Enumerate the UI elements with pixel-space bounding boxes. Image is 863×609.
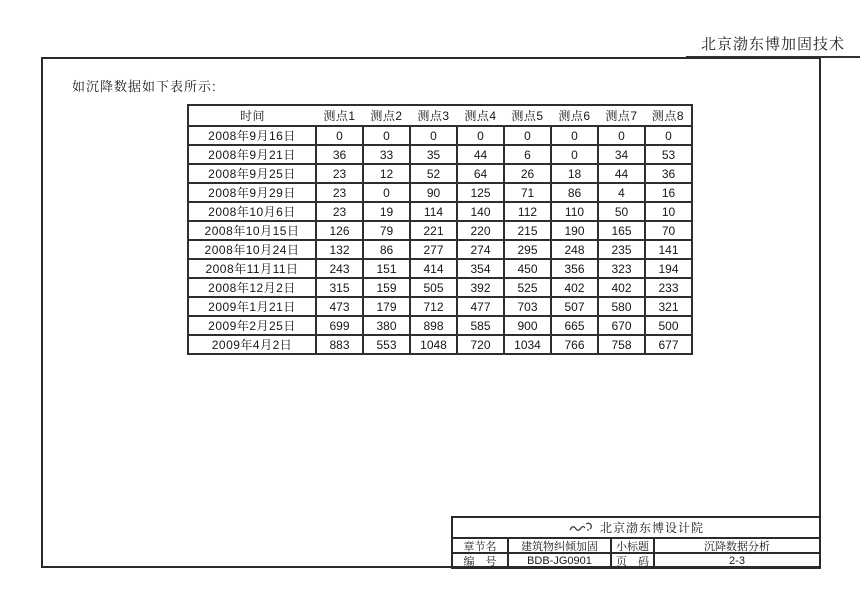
- value-cell: 114: [410, 202, 457, 221]
- value-cell: 64: [457, 164, 504, 183]
- date-cell: 2008年10月6日: [188, 202, 316, 221]
- value-cell: 53: [645, 145, 692, 164]
- value-cell: 277: [410, 240, 457, 259]
- table-row: [188, 278, 692, 297]
- page-number-label: 页 码: [610, 552, 653, 567]
- value-cell: 380: [363, 316, 410, 335]
- table-row: [188, 164, 692, 183]
- value-cell: 354: [457, 259, 504, 278]
- value-cell: 0: [457, 126, 504, 145]
- date-cell: 2008年9月29日: [188, 183, 316, 202]
- value-cell: 6: [504, 145, 551, 164]
- value-cell: 699: [316, 316, 363, 335]
- column-header: 测点5: [504, 105, 551, 126]
- value-cell: 0: [363, 126, 410, 145]
- column-header: 测点2: [363, 105, 410, 126]
- date-cell: 2008年10月15日: [188, 221, 316, 240]
- value-cell: 677: [645, 335, 692, 354]
- value-cell: 473: [316, 297, 363, 316]
- value-cell: 0: [316, 126, 363, 145]
- title-block: [451, 516, 821, 569]
- value-cell: 507: [551, 297, 598, 316]
- value-cell: 34: [598, 145, 645, 164]
- value-cell: 50: [598, 202, 645, 221]
- value-cell: 720: [457, 335, 504, 354]
- value-cell: 0: [551, 126, 598, 145]
- table-row: [188, 221, 692, 240]
- value-cell: 295: [504, 240, 551, 259]
- value-cell: 220: [457, 221, 504, 240]
- chapter-value: 建筑物纠倾加固: [507, 537, 610, 552]
- value-cell: 71: [504, 183, 551, 202]
- value-cell: 553: [363, 335, 410, 354]
- value-cell: 194: [645, 259, 692, 278]
- value-cell: 392: [457, 278, 504, 297]
- company-name: 北京渤东博设计院: [599, 521, 704, 535]
- value-cell: 0: [363, 183, 410, 202]
- value-cell: 215: [504, 221, 551, 240]
- table-header: [188, 105, 692, 126]
- settlement-data-table: [187, 104, 693, 355]
- value-cell: 110: [551, 202, 598, 221]
- column-header: 测点4: [457, 105, 504, 126]
- value-cell: 233: [645, 278, 692, 297]
- value-cell: 0: [504, 126, 551, 145]
- value-cell: 1034: [504, 335, 551, 354]
- value-cell: 450: [504, 259, 551, 278]
- column-header: 测点3: [410, 105, 457, 126]
- value-cell: 670: [598, 316, 645, 335]
- value-cell: 274: [457, 240, 504, 259]
- value-cell: 23: [316, 164, 363, 183]
- value-cell: 248: [551, 240, 598, 259]
- value-cell: 477: [457, 297, 504, 316]
- date-cell: 2008年9月21日: [188, 145, 316, 164]
- value-cell: 141: [645, 240, 692, 259]
- signature-mark-icon: [568, 521, 594, 534]
- value-cell: 356: [551, 259, 598, 278]
- value-cell: 179: [363, 297, 410, 316]
- value-cell: 766: [551, 335, 598, 354]
- value-cell: 44: [598, 164, 645, 183]
- table-row: [188, 297, 692, 316]
- value-cell: 190: [551, 221, 598, 240]
- date-cell: 2008年11月11日: [188, 259, 316, 278]
- value-cell: 10: [645, 202, 692, 221]
- column-header: 测点6: [551, 105, 598, 126]
- value-cell: 585: [457, 316, 504, 335]
- value-cell: 0: [598, 126, 645, 145]
- value-cell: 315: [316, 278, 363, 297]
- value-cell: 898: [410, 316, 457, 335]
- subtitle-value: 沉降数据分析: [653, 537, 819, 552]
- value-cell: 125: [457, 183, 504, 202]
- number-label: 编 号: [453, 552, 507, 567]
- value-cell: 665: [551, 316, 598, 335]
- table-row: [188, 335, 692, 354]
- table-row: [188, 202, 692, 221]
- value-cell: 52: [410, 164, 457, 183]
- value-cell: 321: [645, 297, 692, 316]
- table-row: [188, 240, 692, 259]
- value-cell: 132: [316, 240, 363, 259]
- table-row: [188, 259, 692, 278]
- value-cell: 151: [363, 259, 410, 278]
- value-cell: 712: [410, 297, 457, 316]
- date-cell: 2008年9月16日: [188, 126, 316, 145]
- table-row: [188, 126, 692, 145]
- chapter-label: 章节名: [453, 537, 507, 552]
- value-cell: 79: [363, 221, 410, 240]
- number-value: BDB-JG0901: [507, 552, 610, 567]
- date-cell: 2009年4月2日: [188, 335, 316, 354]
- value-cell: 883: [316, 335, 363, 354]
- column-header: 测点8: [645, 105, 692, 126]
- value-cell: 525: [504, 278, 551, 297]
- value-cell: 112: [504, 202, 551, 221]
- value-cell: 33: [363, 145, 410, 164]
- value-cell: 23: [316, 183, 363, 202]
- value-cell: 26: [504, 164, 551, 183]
- value-cell: 323: [598, 259, 645, 278]
- value-cell: 159: [363, 278, 410, 297]
- value-cell: 140: [457, 202, 504, 221]
- value-cell: 758: [598, 335, 645, 354]
- value-cell: 19: [363, 202, 410, 221]
- running-header: 北京渤东博加固技术: [686, 33, 860, 58]
- value-cell: 0: [645, 126, 692, 145]
- column-header: 测点1: [316, 105, 363, 126]
- table-header-row: [188, 105, 692, 126]
- value-cell: 90: [410, 183, 457, 202]
- value-cell: 0: [551, 145, 598, 164]
- value-cell: 126: [316, 221, 363, 240]
- date-cell: 2009年2月25日: [188, 316, 316, 335]
- value-cell: 414: [410, 259, 457, 278]
- value-cell: 4: [598, 183, 645, 202]
- value-cell: 70: [645, 221, 692, 240]
- value-cell: 36: [316, 145, 363, 164]
- value-cell: 0: [410, 126, 457, 145]
- value-cell: 18: [551, 164, 598, 183]
- column-header: 时间: [188, 105, 316, 126]
- value-cell: 23: [316, 202, 363, 221]
- table-row: [188, 183, 692, 202]
- date-cell: 2008年9月25日: [188, 164, 316, 183]
- column-header: 测点7: [598, 105, 645, 126]
- value-cell: 221: [410, 221, 457, 240]
- table-row: [188, 145, 692, 164]
- value-cell: 86: [551, 183, 598, 202]
- settlement-table-body: [188, 126, 692, 354]
- value-cell: 165: [598, 221, 645, 240]
- date-cell: 2009年1月21日: [188, 297, 316, 316]
- value-cell: 86: [363, 240, 410, 259]
- subtitle-label: 小标题: [610, 537, 653, 552]
- value-cell: 235: [598, 240, 645, 259]
- date-cell: 2008年12月2日: [188, 278, 316, 297]
- date-cell: 2008年10月24日: [188, 240, 316, 259]
- value-cell: 243: [316, 259, 363, 278]
- title-block-company-row: [453, 518, 819, 537]
- value-cell: 1048: [410, 335, 457, 354]
- value-cell: 505: [410, 278, 457, 297]
- value-cell: 402: [598, 278, 645, 297]
- value-cell: 500: [645, 316, 692, 335]
- value-cell: 44: [457, 145, 504, 164]
- value-cell: 36: [645, 164, 692, 183]
- value-cell: 703: [504, 297, 551, 316]
- value-cell: 35: [410, 145, 457, 164]
- value-cell: 402: [551, 278, 598, 297]
- value-cell: 580: [598, 297, 645, 316]
- intro-text: 如沉降数据如下表所示:: [72, 79, 217, 94]
- table-row: [188, 316, 692, 335]
- value-cell: 900: [504, 316, 551, 335]
- page-number-value: 2-3: [653, 552, 819, 567]
- value-cell: 16: [645, 183, 692, 202]
- value-cell: 12: [363, 164, 410, 183]
